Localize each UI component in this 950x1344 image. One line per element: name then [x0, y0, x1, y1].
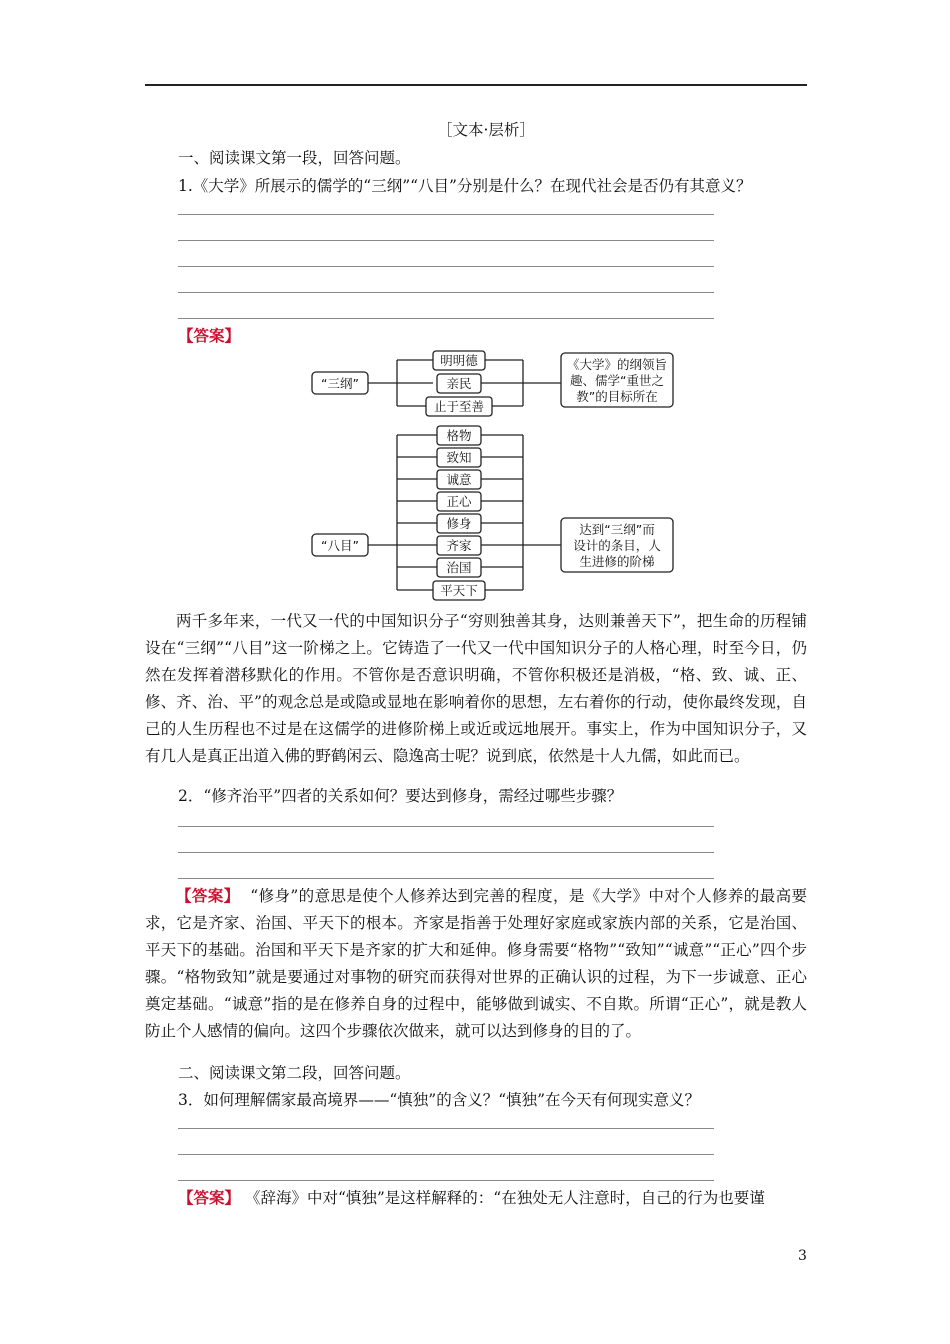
bamu-item: 格物 — [446, 428, 472, 443]
question-3: 3．如何理解儒家最高境界——“慎独”的含义？“慎独”在今天有何现实意义？ — [178, 1091, 701, 1109]
answer-line — [178, 266, 714, 267]
sangang-note-line: 趣、儒学“重世之 — [570, 373, 664, 388]
answer-3-text: 《辞海》中对“慎独”是这样解释的：“在独处无人注意时，自己的行为也要谨 — [244, 1189, 765, 1207]
bamu-item: 平天下 — [440, 583, 478, 598]
answer-label: 【答案】 — [176, 886, 240, 905]
sangang-label: “三纲” — [321, 376, 359, 391]
part-one-heading: 一、阅读课文第一段，回答问题。 — [178, 149, 411, 167]
bamu-note-line: 达到“三纲”而 — [579, 522, 655, 537]
answer-line — [178, 292, 714, 293]
answer-label: 【答案】 — [178, 1188, 241, 1207]
answer-line — [178, 826, 714, 827]
answer-line — [178, 1180, 714, 1181]
answer-line — [178, 852, 714, 853]
page-number: 3 — [798, 1248, 807, 1264]
sangang-item: 亲民 — [446, 376, 472, 391]
answer-line — [178, 1154, 714, 1155]
answer-line — [178, 240, 714, 241]
gangmu-diagram — [0, 345, 950, 605]
sangang-note-line: 教”的目标所在 — [576, 389, 658, 404]
sangang-note-line: 《大学》的纲领旨 — [566, 357, 668, 372]
answer-line — [178, 1128, 714, 1129]
bamu-item: 治国 — [446, 560, 472, 575]
answer-3-line — [178, 1188, 807, 1208]
answer-line — [178, 214, 714, 215]
question-2: 2．“修齐治平”四者的关系如何？要达到修身，需经过哪些步骤？ — [178, 787, 623, 805]
bamu-label: “八目” — [321, 538, 359, 553]
bamu-item: 正心 — [446, 494, 472, 509]
part-two-heading: 二、阅读课文第二段，回答问题。 — [178, 1064, 411, 1082]
bamu-item: 致知 — [446, 450, 472, 465]
sangang-item: 止于至善 — [433, 399, 485, 414]
paragraph-1: 两千多年来，一代又一代的中国知识分子“穷则独善其身，达则兼善天下”，把生命的历程铺设在“三纲”“八目”这一阶梯之上。它铸造了一代又一代中国知识分子的人格心理，时至今日，仍然在发挥着潜移默化的作用。不管你是否意识明确，不管你积极还是消极，“格、致、诚、正、修、齐、治、平”的观念总是或隐或显地在影响着你的思想，左右着你的行动，使你最终发现，自己的人生历程也不过是在这儒学的进修阶梯上或近或远地展开。事实上，作为中国知识分子，又有几人是真正出道入佛的野鹤闲云、隐逸高士呢？说到底，依然是十人九儒，如此而已。 — [145, 612, 807, 765]
header-rule — [145, 84, 807, 86]
answer-label: 【答案】 — [178, 326, 241, 345]
bamu-item: 诚意 — [446, 472, 472, 487]
sangang-item: 明明德 — [440, 353, 478, 368]
answer-2-paragraph — [145, 882, 807, 1045]
answer-2-text: “修身”的意思是使个人修养达到完善的程度，是《大学》中对个人修养的最高要求，它是齐家、治国、平天下的根本。齐家是指善于处理好家庭或家族内部的关系，它是治国、平天下的基础。治国和平天下是齐家的扩大和延伸。修身需要“格物”“致知”“诚意”“正心”四个步骤。“格物致知”就是要通过对事物的研究而获得对世界的正确认识的过程，为下一步诚意、正心奠定基础。“诚意”指的是在修养自身的过程中，能够做到诚实、不自欺。所谓“正心”，就是教人防止个人感情的偏向。这四个步骤依次做来，就可以达到修身的目的了。 — [145, 887, 807, 1040]
bamu-item: 齐家 — [446, 538, 472, 553]
section-title: ［文本·层析］ — [437, 121, 535, 139]
answer-line — [178, 318, 714, 319]
bamu-note-line: 生进修的阶梯 — [579, 554, 655, 569]
bamu-rows — [397, 426, 523, 600]
bamu-item: 修身 — [446, 516, 472, 531]
question-1: 1.《大学》所展示的儒学的“三纲”“八目”分别是什么？在现代社会是否仍有其意义？ — [178, 177, 752, 195]
answer-line — [178, 878, 714, 879]
bamu-note-line: 设计的条目，人 — [573, 538, 661, 553]
